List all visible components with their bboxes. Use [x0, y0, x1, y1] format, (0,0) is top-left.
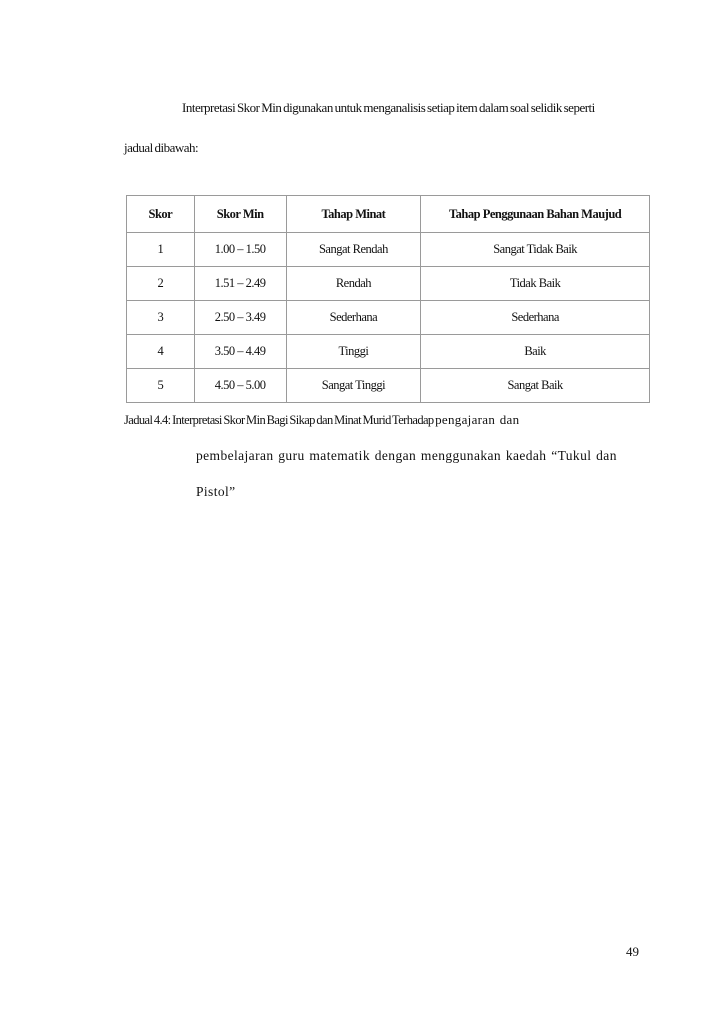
cell-skor-min: 3.50 – 4.49: [194, 335, 286, 369]
cell-tahap-penggunaan: Sederhana: [421, 301, 650, 335]
header-skor-min: Skor Min: [194, 196, 286, 233]
table-row: [127, 369, 650, 403]
header-tahap-minat: Tahap Minat: [286, 196, 421, 233]
table-row: [127, 233, 650, 267]
table-row: [127, 267, 650, 301]
cell-tahap-penggunaan: Sangat Tidak Baik: [421, 233, 650, 267]
cell-skor-min: 4.50 – 5.00: [194, 369, 286, 403]
cell-skor: 3: [127, 301, 195, 335]
caption-line-3: Pistol”: [196, 484, 236, 499]
cell-tahap-minat: Tinggi: [286, 335, 421, 369]
cell-skor-min: 1.00 – 1.50: [194, 233, 286, 267]
header-skor: Skor: [127, 196, 195, 233]
cell-skor-min: 2.50 – 3.49: [194, 301, 286, 335]
table-header-row: [127, 196, 650, 233]
cell-tahap-minat: Sederhana: [286, 301, 421, 335]
cell-skor: 5: [127, 369, 195, 403]
table-caption: [124, 412, 519, 428]
cell-tahap-minat: Sangat Tinggi: [286, 369, 421, 403]
cell-skor: 1: [127, 233, 195, 267]
cell-tahap-minat: Sangat Rendah: [286, 233, 421, 267]
cell-tahap-penggunaan: Baik: [421, 335, 650, 369]
cell-skor-min: 1.51 – 2.49: [194, 267, 286, 301]
table-row: [127, 335, 650, 369]
table-row: [127, 301, 650, 335]
cell-skor: 2: [127, 267, 195, 301]
cell-tahap-penggunaan: Sangat Baik: [421, 369, 650, 403]
cell-skor: 4: [127, 335, 195, 369]
score-interpretation-table: [126, 195, 650, 403]
page-number: 49: [626, 944, 639, 959]
intro-line-1: Interpretasi Skor Min digunakan untuk menganalisis setiap item dalam soal selidik seperti: [182, 100, 595, 115]
header-tahap-penggunaan: Tahap Penggunaan Bahan Maujud: [421, 196, 650, 233]
intro-line-2: jadual dibawah:: [124, 140, 199, 155]
cell-tahap-minat: Rendah: [286, 267, 421, 301]
caption-line-2: pembelajaran guru matematik dengan menggunakan kaedah “Tukul dan: [196, 448, 617, 463]
caption-line-1-tail: pengajaran dan: [435, 412, 520, 427]
cell-tahap-penggunaan: Tidak Baik: [421, 267, 650, 301]
caption-line-1-main: Jadual 4.4: Interpretasi Skor Min Bagi Sikap dan Minat Murid Terhadap: [124, 413, 434, 427]
